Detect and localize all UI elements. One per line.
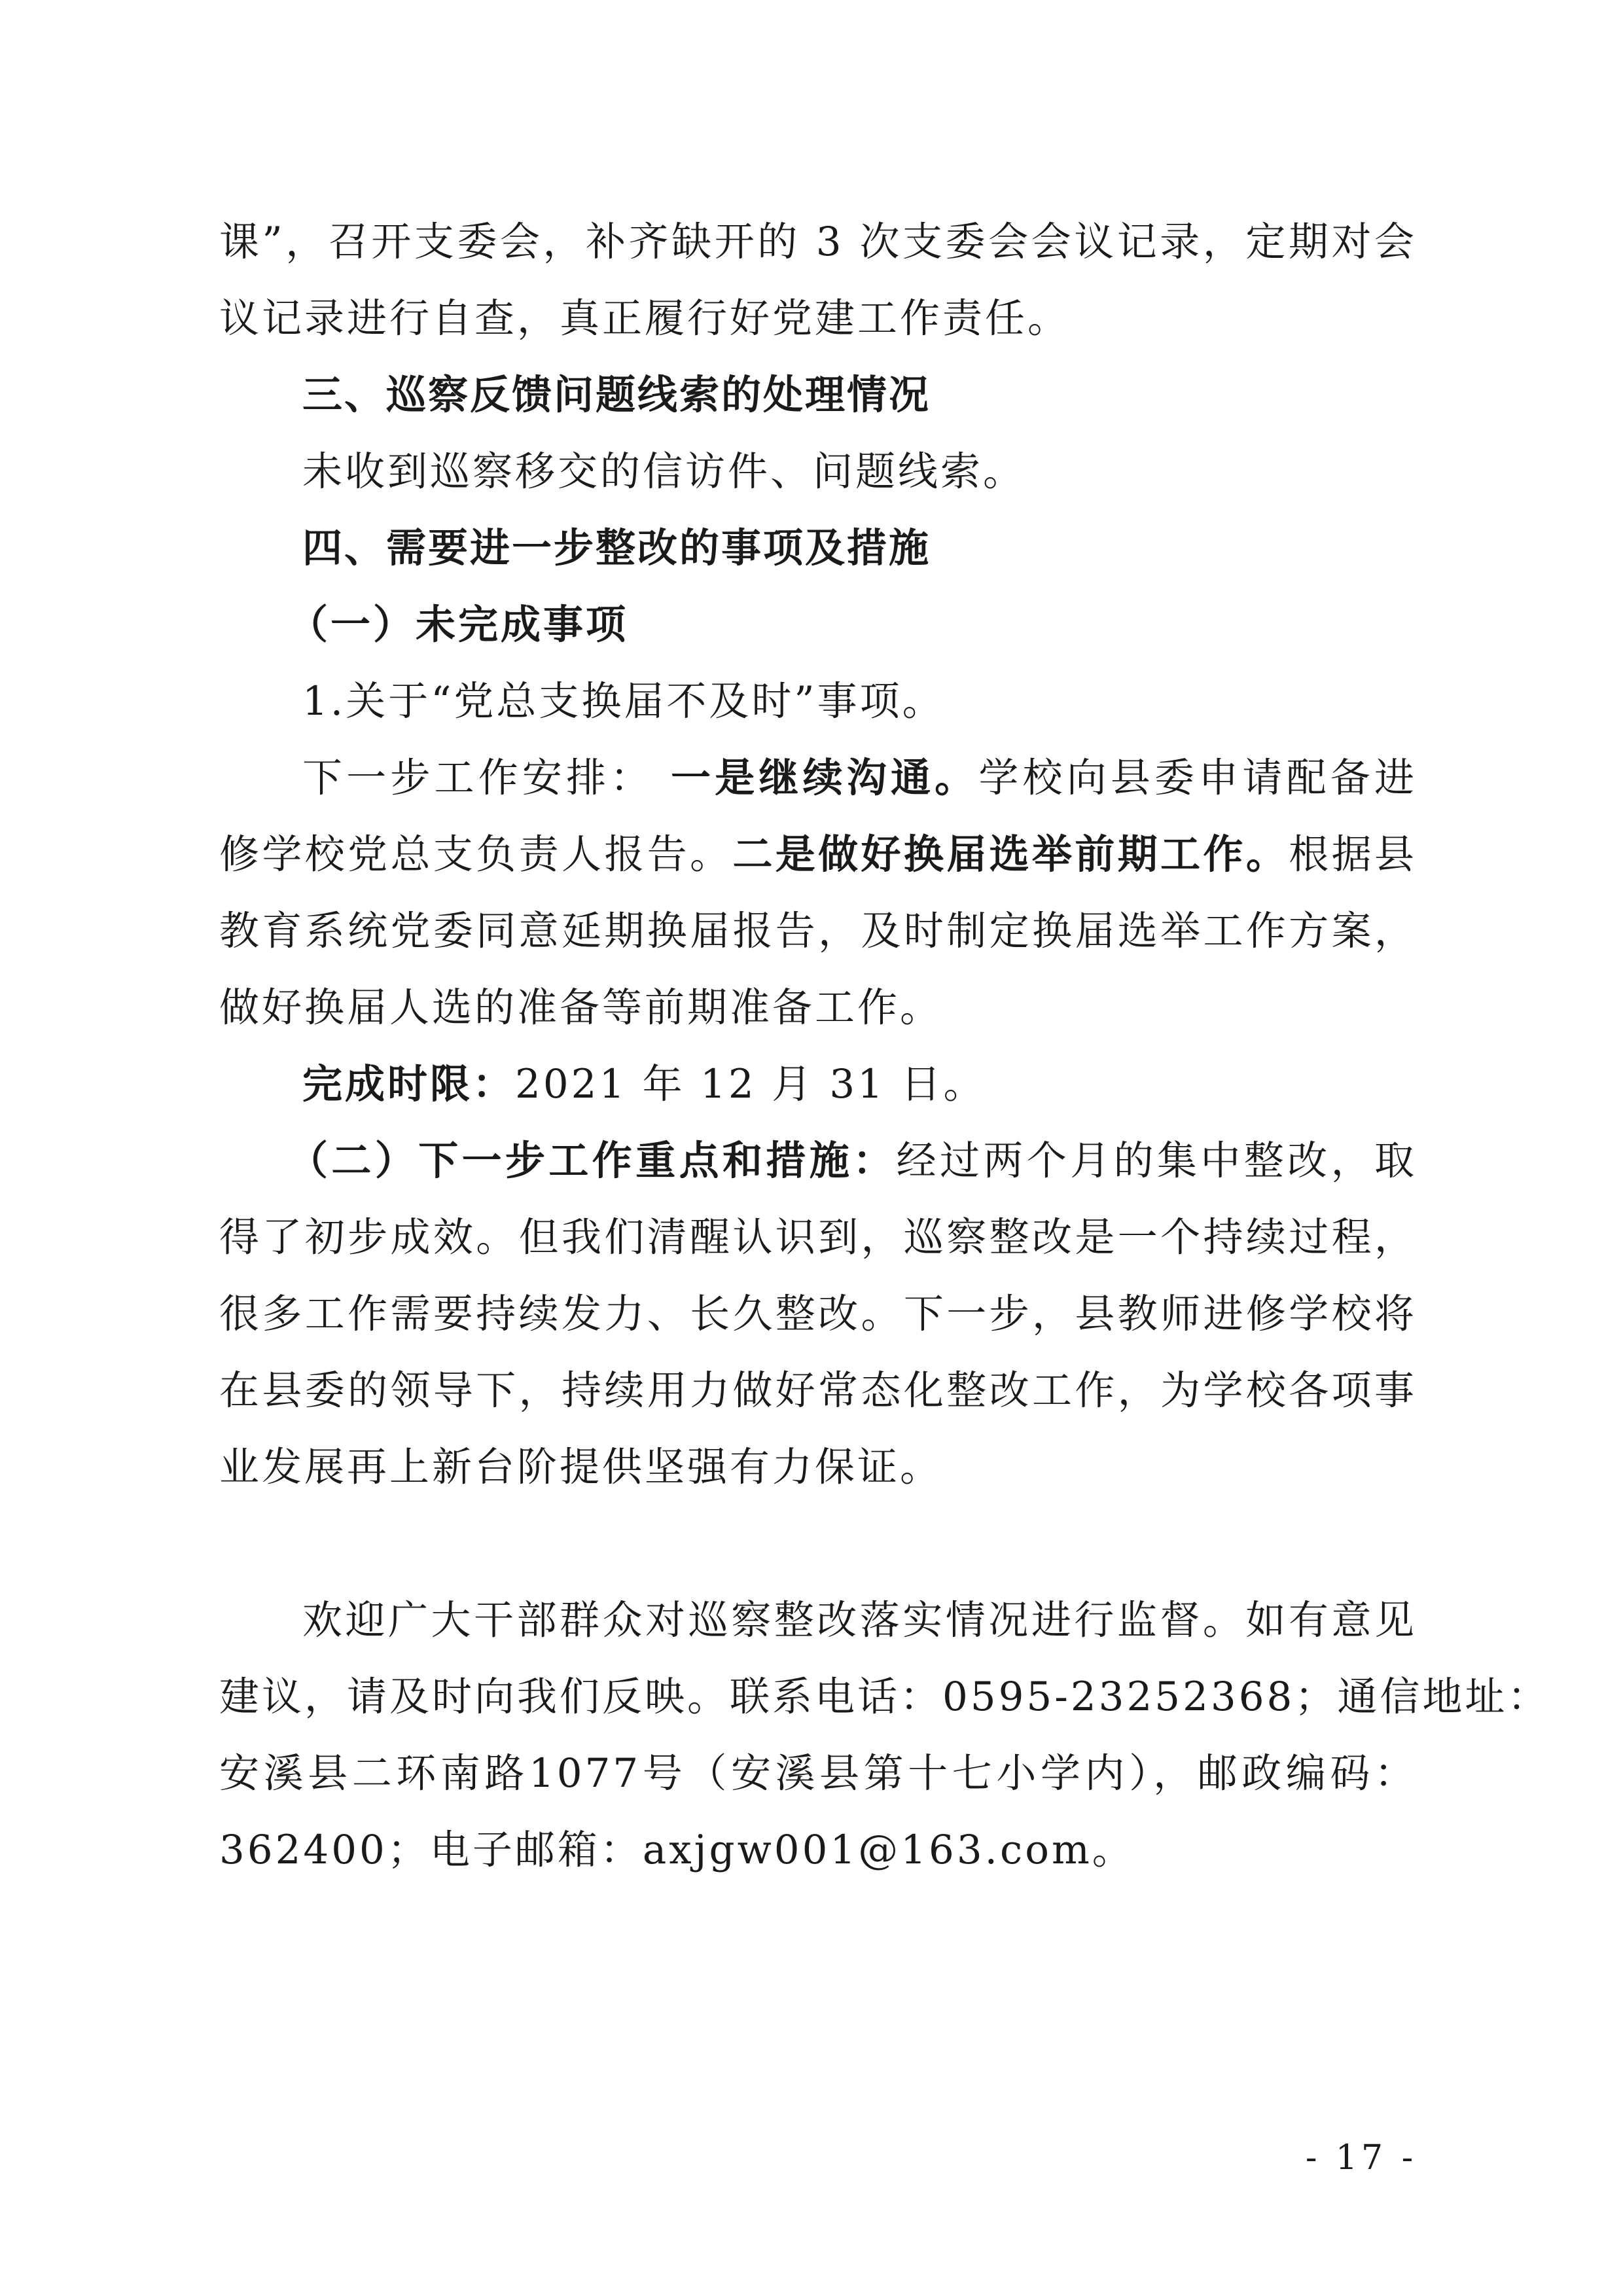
body-text-line	[219, 829, 1417, 881]
page-number: - 17 -	[1305, 2138, 1418, 2178]
inline-text: 修学校党总支负责人报告。	[219, 831, 733, 878]
body-text-line	[302, 752, 1417, 804]
inline-emphasis: 一是继续沟通。	[671, 755, 979, 801]
body-text-line: 很多工作需要持续发力、长久整改。下一步，县教师进修学校将	[219, 1291, 1417, 1337]
body-text-line: 业发展再上新台阶提供坚强有力保证。	[219, 1444, 943, 1490]
body-text-line: 得了初步成效。但我们清醒认识到，巡察整改是一个持续过程，	[219, 1214, 1417, 1261]
contact-line: 欢迎广大干部群众对巡察整改落实情况进行监督。如有意见	[302, 1597, 1417, 1643]
section-heading-4: 四、需要进一步整改的事项及措施	[302, 525, 931, 571]
inline-emphasis: 二是做好换届选举前期工作。	[732, 831, 1289, 878]
section-heading-3: 三、巡察反馈问题线索的处理情况	[302, 372, 931, 418]
body-text-line	[288, 1135, 1417, 1187]
item-title: 1.关于“党总支换届不及时”事项。	[302, 678, 945, 725]
contact-line: 362400；电子邮箱：axjgw001@163.com。	[219, 1827, 1135, 1873]
body-text-line: 教育系统党委同意延期换届报告，及时制定换届选举工作方案，	[219, 908, 1417, 954]
body-text-line: 未收到巡察移交的信访件、问题线索。	[302, 448, 1026, 495]
body-text-line: 在县委的领导下，持续用力做好常态化整改工作，为学校各项事	[219, 1367, 1417, 1414]
inline-text: 学校向县委申请配备进	[978, 755, 1417, 801]
deadline-line	[302, 1058, 1417, 1111]
inline-label: 下一步工作安排：	[302, 755, 654, 801]
subsection-heading-1: （一）未完成事项	[288, 601, 629, 648]
deadline-label: 完成时限：	[302, 1061, 516, 1107]
subsection-heading-2: （二）下一步工作重点和措施：	[288, 1138, 897, 1184]
inline-text: 根据县	[1289, 831, 1417, 878]
body-text-line: 课”，召开支委会，补齐缺开的 3 次支委会会议记录，定期对会	[219, 219, 1417, 265]
contact-line: 安溪县二环南路1077号（安溪县第十七小学内），邮政编码：	[219, 1750, 1417, 1797]
body-text-line: 议记录进行自查，真正履行好党建工作责任。	[219, 295, 1071, 342]
contact-line: 建议，请及时向我们反映。联系电话：0595-23252368；通信地址：	[219, 1674, 1550, 1720]
body-text-line: 做好换届人选的准备等前期准备工作。	[219, 984, 943, 1031]
inline-text: 经过两个月的集中整改，取	[896, 1138, 1417, 1184]
deadline-value: 2021 年 12 月 31 日。	[515, 1061, 986, 1107]
